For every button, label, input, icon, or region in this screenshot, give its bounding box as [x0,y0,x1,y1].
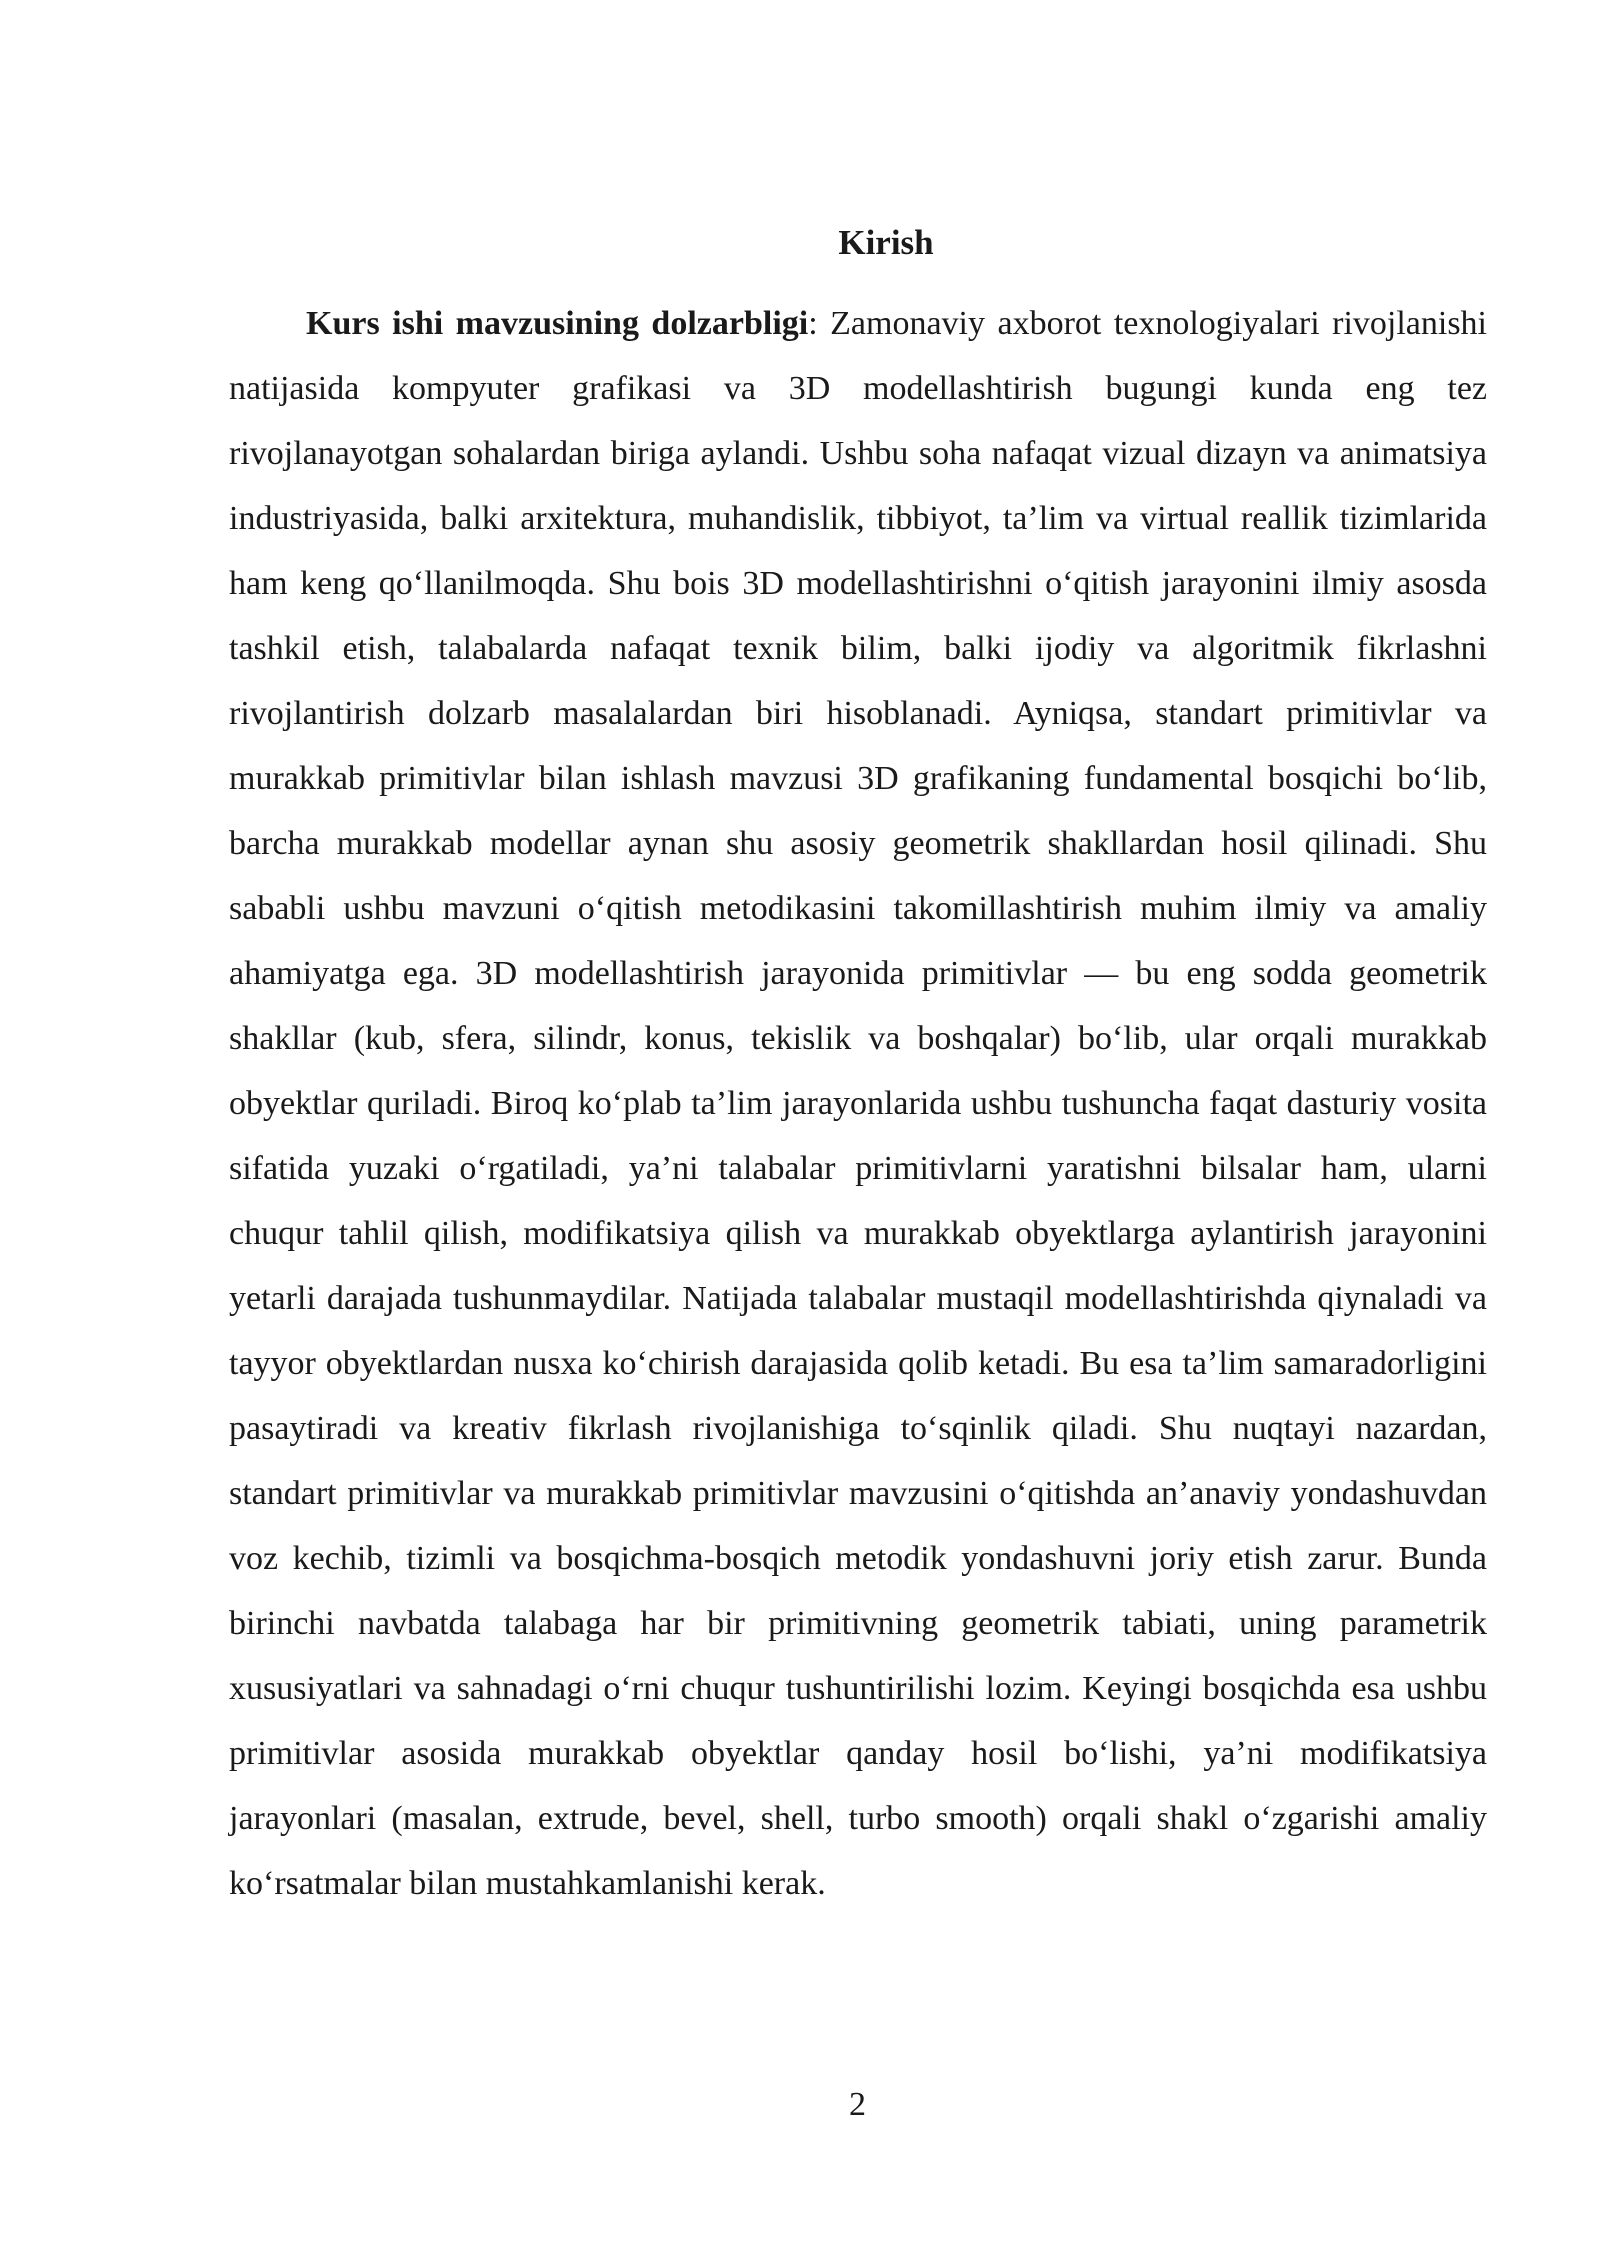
paragraph-text: Zamonaviy axborot texnologiyalari rivojlanishi natijasida kompyuter grafikasi va 3D modellashtirish bugungi kunda eng tez rivojlanayotgan sohalardan biriga aylandi. Ushbu soha nafaqat vizual dizayn va animatsiya industriyasida, balki arxitektura, muhandislik, tibbiyot, ta’lim va virtual reallik tizimlarida ham keng qo‘llanilmoqda. Shu bois 3D modellashtirishni o‘qitish jarayonini ilmiy asosda tashkil etish, talabalarda nafaqat texnik bilim, balki ijodiy va algoritmik fikrlashni rivojlantirish dolzarb masalalardan biri hisoblanadi. Ayniqsa, standart primitivlar va murakkab primitivlar bilan ishlash mavzusi 3D grafikaning fundamental bosqichi bo‘lib, barcha murakkab modellar aynan shu asosiy geometrik shakllardan hosil qilinadi. Shu sababli ushbu mavzuni o‘qitish metodikasini takomillashtirish muhim ilmiy va amaliy ahamiyatga ega. 3D modellashtirish jarayonida primitivlar — bu eng sodda geometrik shakllar (kub, sfera, silindr, konus, tekislik va boshqalar) bo‘lib, ular orqali murakkab obyektlar quriladi. Biroq ko‘plab ta’lim jarayonlarida ushbu tushuncha faqat dasturiy vosita sifatida yuzaki o‘rgatiladi, ya’ni talabalar primitivlarni yaratishni bilsalar ham, ularni chuqur tahlil qilish, modifikatsiya qilish va murakkab obyektlarga aylantirish jarayonini yetarli darajada tushunmaydilar. Natijada talabalar mustaqil modellashtirishda qiynaladi va tayyor obyektlardan nusxa ko‘chirish darajasida qolib ketadi. Bu esa ta’lim samaradorligini pasaytiradi va kreativ fikrlash rivojlanishiga to‘sqinlik qiladi. Shu nuqtayi nazardan, standart primitivlar va murakkab primitivlar mavzusini o‘qitishda an’anaviy yondashuvdan voz kechib, tizimli va bosqichma-bosqich metodik yondashuvni joriy etish zarur. Bunda birinchi navbatda talabaga har bir primitivning geometrik tabiati, uning parametrik xususiyatlari va sahnadagi o‘rni chuqur tushuntirilishi lozim. Keyingi bosqichda esa ushbu primitivlar asosida murakkab obyektlar qanday hosil bo‘lishi, ya’ni modifikatsiya jarayonlari (masalan, extrude, bevel, shell, turbo smooth) orqali shakl o‘zgarishi amaliy ko‘rsatmalar bilan mustahkamlanishi kerak. [229,305,1488,1902]
body-paragraph [229,291,1487,1916]
paragraph-lead-colon: : [808,305,818,342]
paragraph-lead-label: Kurs ishi mavzusining dolzarbligi [306,305,809,342]
section-heading: Kirish [838,223,934,262]
page-number: 2 [849,2086,866,2123]
